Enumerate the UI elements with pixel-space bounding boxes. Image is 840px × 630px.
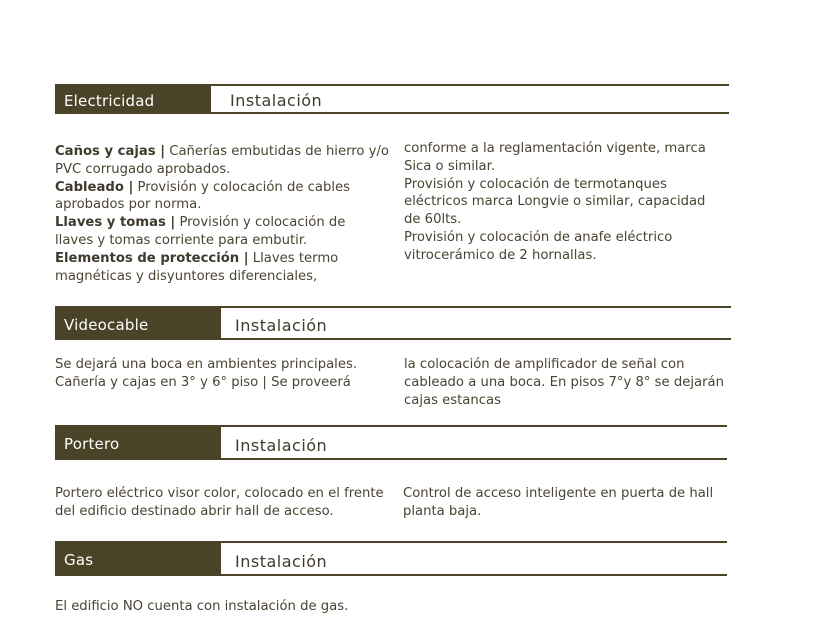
text-line: [55, 485, 384, 503]
text-line: [404, 392, 724, 410]
text-run: Provisión y colocación de anafe eléctrico: [404, 229, 673, 245]
section-electricidad: [55, 84, 729, 114]
text-run: Cañerías embutidas de hierro y/o: [165, 144, 389, 159]
section-header-bar: [55, 84, 729, 114]
text-run: aprobados por norma.: [55, 197, 202, 213]
section-tag: Portero: [55, 425, 221, 460]
text-line: [404, 158, 706, 176]
section-videocable-right-text: [404, 356, 724, 409]
text-run: Provisión y colocación de: [175, 215, 346, 231]
section-videocable-left-text: [55, 356, 357, 392]
text-run: Sica o similar.: [404, 158, 496, 174]
text-line: [55, 374, 357, 392]
text-run: Se dejará una boca en ambientes principales.: [55, 357, 358, 372]
text-run: El edificio NO cuenta con instalación de gas.: [55, 599, 349, 614]
text-line: [55, 214, 389, 232]
section-electricidad-right-text: [404, 140, 706, 265]
text-line: [55, 143, 389, 161]
text-run: cajas estancas: [404, 392, 501, 408]
bold-label: Llaves y tomas |: [55, 215, 176, 231]
text-run: Provisión y colocación de termotanques: [404, 176, 667, 192]
section-electricidad-left-text: [55, 143, 389, 285]
text-line: [55, 161, 389, 179]
text-line: [55, 232, 389, 250]
bold-label: Elementos de protección |: [55, 250, 249, 266]
text-run: Llaves termo: [248, 250, 339, 266]
text-line: [55, 268, 389, 286]
text-line: [404, 140, 706, 158]
section-header-bar: [55, 425, 727, 460]
text-run: llaves y tomas corriente para embutir.: [55, 232, 308, 248]
text-line: [55, 356, 357, 374]
section-portero-right-text: [403, 485, 713, 521]
text-line: [404, 193, 706, 211]
section-title: Instalación: [235, 436, 328, 455]
text-run: eléctricos marca Longvie o similar, capacidad: [404, 194, 706, 210]
text-line: [404, 356, 724, 374]
section-title: Instalación: [230, 91, 323, 110]
text-run: conforme a la reglamentación vigente, marca: [404, 141, 706, 156]
text-line: [404, 247, 706, 265]
text-line: [55, 179, 389, 197]
text-line: [55, 196, 389, 214]
text-line: [404, 176, 706, 194]
text-line: [403, 503, 713, 521]
section-tag: Electricidad: [55, 84, 211, 114]
bold-label: Cableado |: [55, 179, 134, 195]
text-run: vitrocerámico de 2 hornallas.: [404, 247, 597, 263]
section-gas-left-text: [55, 598, 348, 616]
text-run: magnéticas y disyuntores diferenciales,: [55, 268, 318, 284]
section-videocable: [55, 306, 731, 340]
text-run: Provisión y colocación de cables: [133, 179, 350, 195]
text-run: PVC corrugado aprobados.: [55, 161, 231, 177]
text-line: [55, 598, 348, 616]
text-run: Portero eléctrico visor color, colocado en el frente: [55, 486, 384, 501]
text-line: [55, 503, 384, 521]
text-run: planta baja.: [403, 503, 482, 519]
text-run: Control de acceso inteligente en puerta de hall: [403, 486, 714, 501]
section-portero-left-text: [55, 485, 384, 521]
text-run: cableado a una boca. En pisos 7°y 8° se dejarán: [404, 374, 724, 390]
text-line: [404, 211, 706, 229]
section-title: Instalación: [235, 552, 328, 571]
text-run: la colocación de amplificador de señal con: [404, 357, 685, 372]
text-line: [404, 374, 724, 392]
section-gas: [55, 541, 727, 576]
text-line: [55, 250, 389, 268]
section-header-bar: [55, 541, 727, 576]
text-line: [403, 485, 713, 503]
text-run: del edificio destinado abrir hall de acceso.: [55, 503, 334, 519]
text-line: [404, 229, 706, 247]
section-title: Instalación: [235, 316, 328, 335]
text-run: de 60lts.: [404, 212, 462, 228]
section-tag: Gas: [55, 541, 221, 576]
text-run: Cañería y cajas en 3° y 6° piso | Se proveerá: [55, 374, 351, 390]
section-tag: Videocable: [55, 306, 221, 340]
section-portero: [55, 425, 727, 460]
bold-label: Caños y cajas |: [55, 144, 166, 159]
section-header-bar: [55, 306, 731, 340]
